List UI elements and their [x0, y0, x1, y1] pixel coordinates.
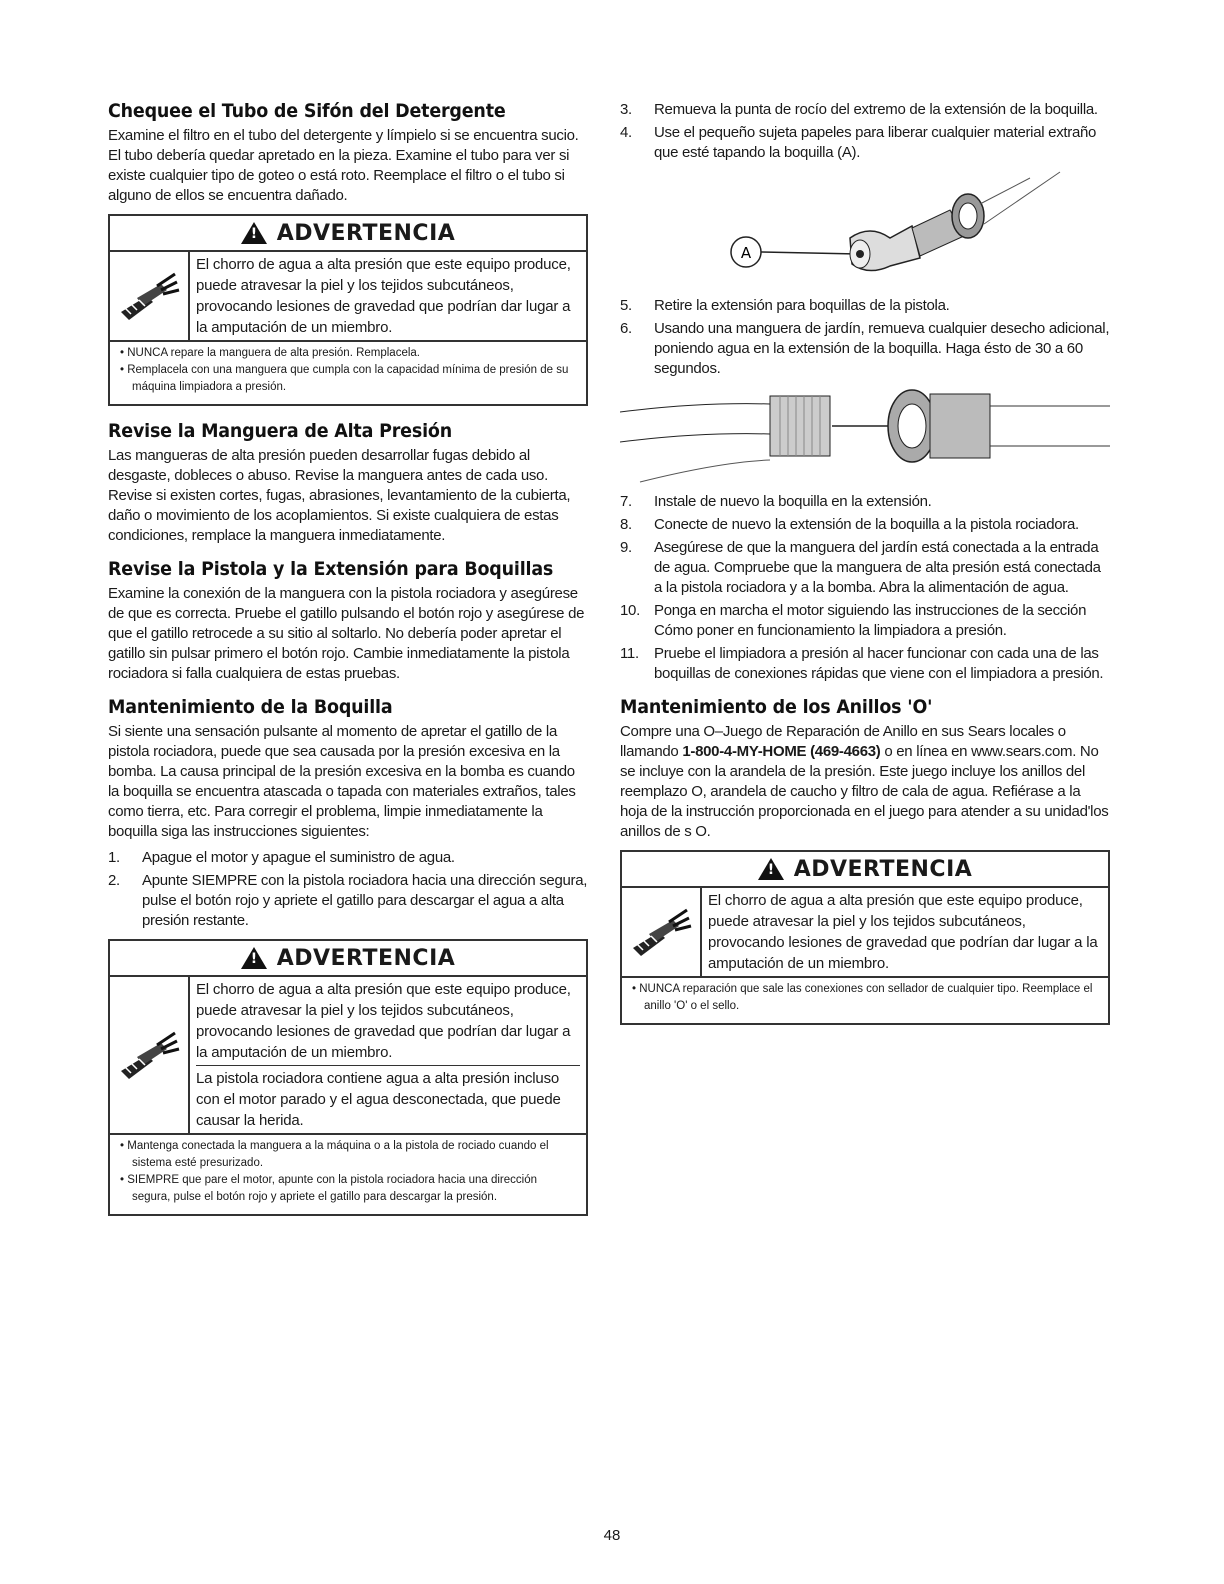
phone-number: 1-800-4-MY-HOME (469-4663) [682, 743, 881, 760]
warning-bullet: • Remplacela con una manguera que cumpla con la capacidad mínima de presión de su máquina limpiadora a presión. [120, 364, 569, 393]
list-item: 10. Ponga en marcha el motor siguiendo las instrucciones de la sección Cómo poner en funcionamiento la limpiadora a presión. [620, 602, 1087, 639]
list-item: 5. Retire la extensión para boquillas de la pistola. [620, 297, 950, 314]
nozzle-tip-illustration [620, 166, 1110, 296]
warning-bullet: • SIEMPRE que pare el motor, apunte con la pistola rociadora hacia una dirección segura, pulse el botón rojo y apriete el gatillo para descargar la presión. [120, 1174, 538, 1203]
section-body-nozzle-maintenance: Si siente una sensación pulsante al momento de apretar el gatillo de la pistola rociadora, puede que sea causada por la presión excesiva en la bomba. La causa principal de la presión excesiva en la bomba es cuando la boquilla se encuentra atascada o tapada con materiales extraños, tales como tierra, etc. Para corregir el problema, limpie inmediatamente la boquilla siga las instrucciones siguientes: [108, 723, 576, 840]
injection-hazard-icon [622, 888, 700, 976]
section-body-detergent-tube: Examine el filtro en el tubo del detergente y límpielo si se encuentra sucio. El tubo debería quedar apretado en la pieza. Examine el tubo para ver si existe cualquier tipo de goteo o está roto. Reemplace el filtro o el tubo si alguno de ellos se encuentra dañado. [108, 127, 579, 204]
warning-box-1 [108, 214, 588, 406]
list-item: 4. Use el pequeño sujeta papeles para liberar cualquier material extraño que esté tapando la boquilla (A). [620, 124, 1097, 161]
list-item: 7. Instale de nuevo la boquilla en la extensión. [620, 493, 932, 510]
section-title-gun-extension: Revise la Pistola y la Extensión para Boquillas [108, 558, 554, 580]
warning-extra-text: La pistola rociadora contiene agua a alta presión incluso con el motor parado y el agua desconectada, que puede causar la herida. [196, 1065, 580, 1131]
list-item: 1. Apague el motor y apague el suministro de agua. [108, 849, 455, 866]
warning-box-3 [620, 850, 1110, 1025]
list-item: 8. Conecte de nuevo la extensión de la boquilla a la pistola rociadora. [620, 516, 1079, 533]
warning-title: ADVERTENCIA [793, 856, 973, 882]
warning-bullets [110, 342, 586, 404]
warning-header [110, 941, 586, 977]
section-title-nozzle-maintenance: Mantenimiento de la Boquilla [108, 696, 393, 718]
warning-text: El chorro de agua a alta presión que este equipo produce, puede atravesar la piel y los tejidos subcutáneos, provocando lesiones de gravedad que podrían dar lugar a la amputación de un miembro. La pistola rociadora contiene agua a alta presión incluso con el motor parado y el agua desconectada, que puede causar la herida. [188, 977, 586, 1133]
warning-bullets [110, 1135, 586, 1214]
warning-triangle-icon [241, 222, 267, 244]
page-number: 48 [603, 1527, 621, 1544]
callout-label-a: A [740, 244, 752, 262]
section-title-o-rings: Mantenimiento de los Anillos 'O' [620, 696, 933, 718]
section-body-o-rings: Compre una O–Juego de Reparación de Anillo en sus Sears locales o llamando 1-800-4-MY-HOME (469-4663) o en línea en www.sears.com. No se incluye con la arandela de la presión. Este juego incluye los anillos del reemplazo O, arandela de caucho y filtro de cala de agua. Refiérase a la hoja de la instrucción proporcionada en el juego para atender a su unidad'los anillos de s O. [620, 723, 1109, 840]
list-item: 3. Remueva la punta de rocío del extremo de la extensión de la boquilla. [620, 101, 1098, 118]
section-title-detergent-tube: Chequee el Tubo de Sifón del Detergente [108, 100, 506, 122]
right-column [620, 100, 1110, 1039]
warning-triangle-icon [758, 858, 784, 880]
warning-title: ADVERTENCIA [276, 945, 456, 971]
warning-bullets [622, 978, 1108, 1023]
list-item: 6. Usando una manguera de jardín, remueva cualquier desecho adicional, poniendo agua en la extensión de la boquilla. Haga ésto de 30 a 60 segundos. [620, 320, 1110, 377]
list-item: 2. Apunte SIEMPRE con la pistola rociadora hacia una dirección segura, pulse el botón rojo y apriete el gatillo para descargar el agua a alta presión restante. [108, 872, 588, 929]
injection-hazard-icon [110, 977, 188, 1133]
warning-bullet: • Mantenga conectada la manguera a la máquina o a la pistola de rociado cuando el sistema esté presurizado. [120, 1140, 549, 1169]
left-column [108, 100, 588, 1230]
warning-box-2 [108, 939, 588, 1216]
injection-hazard-icon [110, 252, 188, 340]
section-body-gun-extension: Examine la conexión de la manguera con la pistola rociadora y asegúrese de que es correcta. Pruebe el gatillo pulsando el botón rojo y asegúrese de que el gatillo retrocede a su sitio al soltarlo. No debería poder apretar el gatillo sin pulsar primero el botón rojo. Cambie inmediatamente la pistola rociadora si falla cualquiera de estas pruebas. [108, 585, 585, 682]
warning-header [622, 852, 1108, 888]
warning-text: El chorro de agua a alta presión que este equipo produce, puede atravesar la piel y los tejidos subcutáneos, provocando lesiones de gravedad que podrían dar lugar a la amputación de un miembro. [700, 888, 1108, 976]
section-body-high-pressure-hose: Las mangueras de alta presión pueden desarrollar fugas debido al desgaste, dobleces o abuso. Revise la manguera antes de cada uso. Revise si existen cortes, fugas, abrasiones, levantamiento de la cubierta, daño o movimiento de los acoplamientos. Si existe cualquiera de estas condiciones, remplace la manguera inmediatamente. [108, 447, 571, 544]
warning-bullet: • NUNCA reparación que sale las conexiones con sellador de cualquier tipo. Reemplace el anillo 'O' o el sello. [632, 983, 1093, 1012]
nozzle-extension-illustration [620, 382, 1110, 492]
section-title-high-pressure-hose: Revise la Manguera de Alta Presión [108, 420, 452, 442]
warning-title: ADVERTENCIA [276, 220, 456, 246]
warning-header [110, 216, 586, 252]
warning-bullet: • NUNCA repare la manguera de alta presión. Remplacela. [120, 347, 420, 359]
list-item: 9. Asegúrese de que la manguera del jardín está conectada a la entrada de agua. Compruebe que la manguera de alta presión está conectada a la pistola rociadora y a la bomba. Abra la alimentación de agua. [620, 539, 1101, 596]
warning-triangle-icon [241, 947, 267, 969]
list-item: 11. Pruebe el limpiadora a presión al hacer funcionar con cada una de las boquillas de conexiones rápidas que viene con el limpiadora a presión. [620, 645, 1104, 682]
warning-text: El chorro de agua a alta presión que este equipo produce, puede atravesar la piel y los tejidos subcutáneos, provocando lesiones de gravedad que podrían dar lugar a la amputación de un miembro. [188, 252, 586, 340]
